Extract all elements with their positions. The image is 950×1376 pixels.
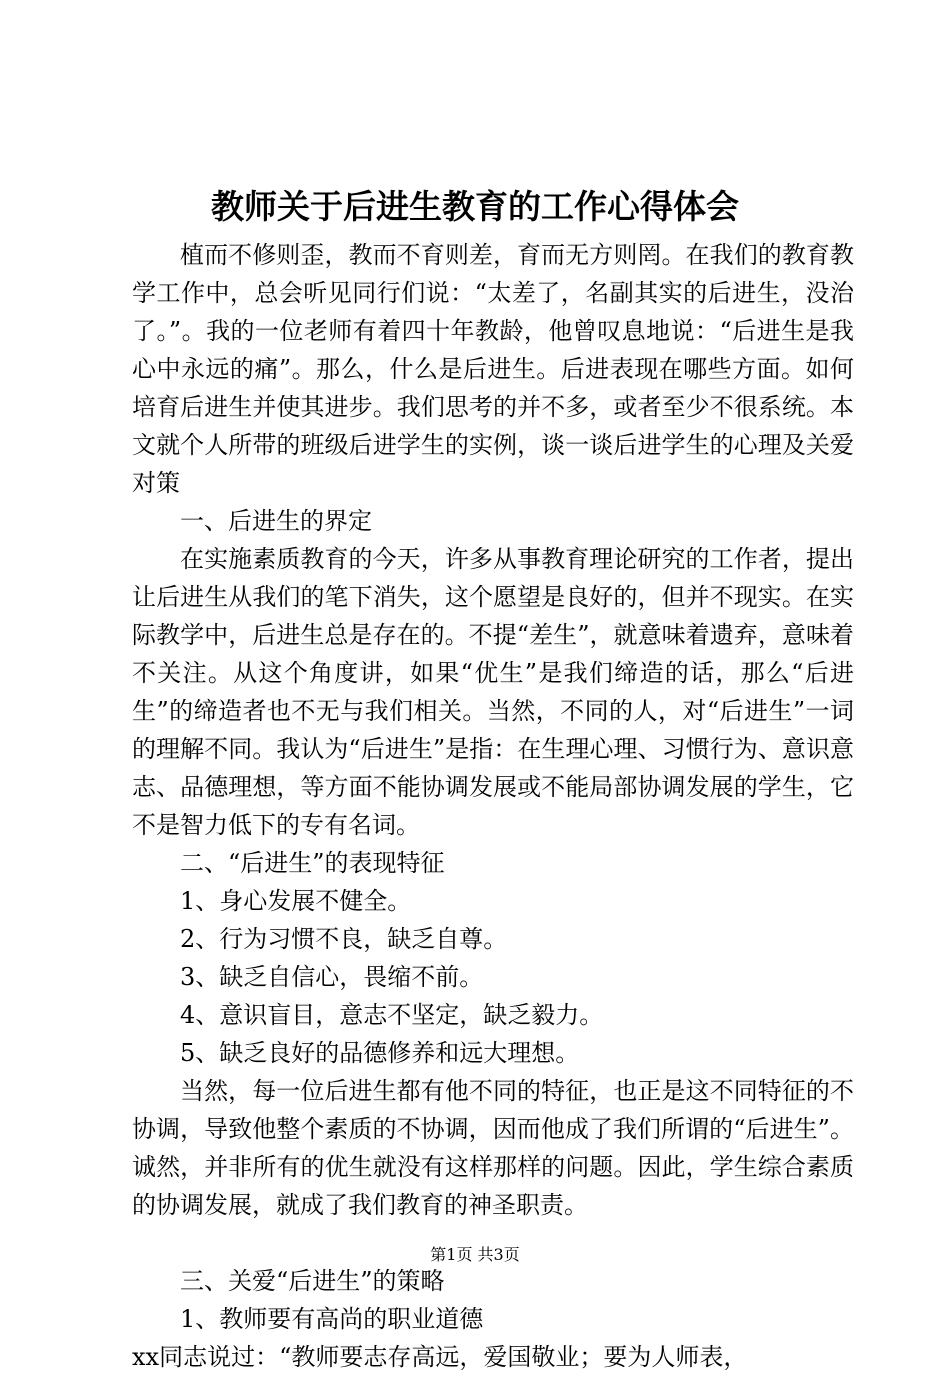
list-item: 1、身心发展不健全。 xyxy=(180,887,412,915)
list-item: 3、缺乏自信心，畏缩不前。 xyxy=(180,963,484,991)
paragraph-characteristics: 当然，每一位后进生都有他不同的特征，也正是这不同特征的不协调，导致他整个素质的不协调，因而他成了我们所谓的“后进生”。诚然，并非所有的优生就没有这样那样的问题。因此，学生综合素质的协调发展，就成了我们教育的神圣职责。 xyxy=(132,1077,854,1219)
list-item: 4、意识盲目，意志不坚定，缺乏毅力。 xyxy=(180,1001,604,1029)
heading-section-2: 二、“后进生”的表现特征 xyxy=(180,849,445,877)
document-title: 教师关于后进生教育的工作心得体会 xyxy=(211,187,739,226)
paragraph-definition: 在实施素质教育的今天，许多从事教育理论研究的工作者，提出让后进生从我们的笔下消失，这个愿望是良好的，但并不现实。在实际教学中，后进生总是存在的。不提“差生”，就意味着遗弃，意味着不关注。从这个角度讲，如果“优生”是我们缔造的话，那么“后进生”的缔造者也不无与我们相关。当然，不同的人，对“后进生”一词的理解不同。我认为“后进生”是指：在生理心理、习惯行为、意识意志、品德理想，等方面不能协调发展或不能局部协调发展的学生，它不是智力低下的专有名词。 xyxy=(132,545,854,839)
document-body xyxy=(132,236,854,1376)
heading-section-3: 三、关爱“后进生”的策略 xyxy=(180,1267,445,1295)
list-item: 2、行为习惯不良，缺乏自尊。 xyxy=(180,925,508,953)
paragraph-intro: 植而不修则歪，教而不育则差，育而无方则罔。在我们的教育教学工作中，总会听见同行们说：“太差了，名副其实的后进生，没治了。”。我的一位老师有着四十年教龄，他曾叹息地说：“后进生是我心中永远的痛”。那么，什么是后进生。后进表现在哪些方面。如何培育后进生并使其进步。我们思考的并不多，或者至少不很系统。本文就个人所带的班级后进学生的实例，谈一谈后进学生的心理及关爱对策 xyxy=(132,241,854,497)
subheading-1: 1、教师要有高尚的职业道德 xyxy=(180,1305,484,1333)
heading-section-1: 一、后进生的界定 xyxy=(180,507,372,535)
paragraph-quote: xx同志说过：“教师要志存高远，爱国敬业；要为人师表， xyxy=(132,1343,748,1371)
list-item: 5、缺乏良好的品德修养和远大理想。 xyxy=(180,1039,580,1067)
page-footer: 第1页 共3页 xyxy=(430,1245,520,1264)
